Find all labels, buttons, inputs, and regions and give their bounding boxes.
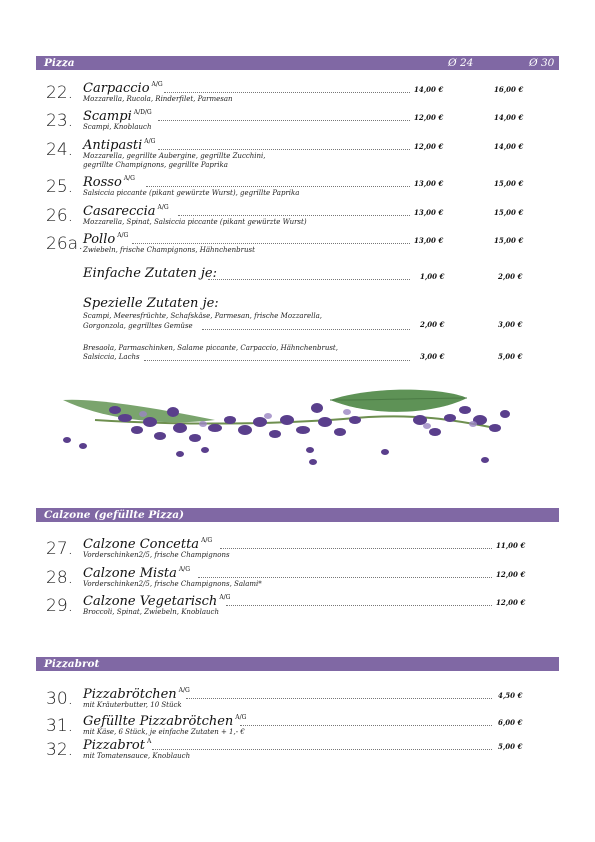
price-24: 13,00 €: [414, 179, 444, 188]
price-24: 13,00 €: [414, 236, 444, 245]
item-description: Broccoli, Spinat, Zwiebeln, Knoblauch: [83, 608, 219, 616]
price: 6,00 €: [498, 718, 523, 727]
leader-dots: [152, 749, 492, 750]
item-description: Zwiebeln, frische Champignons, Hähnchenbrust: [83, 246, 255, 254]
item-name: Carpaccio $^{A/G}$: [83, 81, 163, 96]
item-name: Casareccia $^{A/G}$: [83, 204, 169, 219]
calzone-section-title: Calzone (gefüllte Pizza): [44, 509, 184, 521]
allergen-code: A: [146, 738, 152, 745]
item-name: Calzone Concetta $^{A/G}$: [83, 537, 213, 552]
special-toppings-label: Spezielle Zutaten je:: [83, 296, 219, 311]
item-number: 26a.: [46, 234, 84, 254]
item-description: Mozzarella, Rucola, Rinderfilet, Parmesan: [83, 95, 233, 103]
leader-dots: [178, 215, 410, 216]
allergen-code: A/D/G: [133, 109, 152, 116]
item-name: Pizzabrot $^A$: [83, 738, 152, 753]
price-30: 3,00 €: [498, 320, 523, 329]
allergen-code: A/G: [144, 138, 156, 145]
leader-dots: [198, 577, 492, 578]
item-description: Mozzarella, Spinat, Salsiccia piccante (pikant gewürzte Wurst): [83, 218, 307, 226]
allergen-code: A/G: [117, 232, 129, 239]
leader-dots: [158, 120, 410, 121]
leader-dots: [240, 725, 492, 726]
leader-dots: [132, 243, 410, 244]
special-group-2-line-2: Salsiccia, Lachs: [83, 353, 140, 361]
leader-dots: [208, 279, 410, 280]
item-description: Salsiccia piccante (pikant gewürzte Wurst), gegrillte Paprika: [83, 189, 300, 197]
item-description: Vorderschinken2/5, frische Champignons: [83, 551, 230, 559]
item-number: 30.: [46, 689, 74, 709]
pizza-section-title: Pizza: [44, 57, 75, 69]
item-description: mit Tomatensauce, Knoblauch: [83, 752, 191, 760]
item-name: Antipasti $^{A/G}$: [83, 138, 156, 153]
item-number: 22.: [46, 83, 74, 103]
item-number: 25.: [46, 177, 74, 197]
price-24: 1,00 €: [420, 272, 445, 281]
allergen-code: A/G: [219, 594, 231, 601]
price-24: 12,00 €: [414, 113, 444, 122]
price-30: 15,00 €: [494, 179, 524, 188]
leader-dots: [158, 149, 410, 150]
size-30-header: Ø 30: [529, 57, 555, 69]
price-30: 15,00 €: [494, 208, 524, 217]
item-name: Pizzabrötchen $^{A/G}$: [83, 687, 190, 702]
allergen-code: A/G: [123, 175, 135, 182]
leader-dots: [202, 329, 410, 330]
pizzabrot-section-title: Pizzabrot: [44, 658, 100, 670]
lavender-sprig-image: [55, 380, 525, 475]
item-description-line-2: gegrillte Champignons, gegrillte Paprika: [83, 161, 228, 169]
price-24: 2,00 €: [420, 320, 445, 329]
size-24-header: Ø 24: [448, 57, 474, 69]
price-30: 14,00 €: [494, 142, 524, 151]
allergen-code: A/G: [178, 566, 190, 573]
price: 5,00 €: [498, 742, 523, 751]
price: 12,00 €: [496, 570, 526, 579]
price-24: 14,00 €: [414, 85, 444, 94]
price-30: 2,00 €: [498, 272, 523, 281]
item-name: Calzone Vegetarisch $^{A/G}$: [83, 594, 231, 609]
price-30: 16,00 €: [494, 85, 524, 94]
pizzabrot-section-header: [36, 657, 559, 671]
item-description: Mozzarella, gegrillte Aubergine, gegrillte Zucchini,: [83, 152, 266, 160]
allergen-code: A/G: [235, 714, 247, 721]
item-description: mit Käse, 6 Stück, je einfache Zutaten + 1,- €: [83, 728, 245, 736]
item-number: 26.: [46, 206, 74, 226]
item-name: Gefüllte Pizzabrötchen $^{A/G}$: [83, 714, 247, 729]
special-group-1-line-1: Scampi, Meeresfrüchte, Schafskäse, Parmesan, frische Mozzarella,: [83, 312, 322, 320]
item-number: 28.: [46, 568, 74, 588]
pizza-section-header: [36, 56, 559, 70]
sage-leaf-right: [330, 390, 467, 412]
price: 4,50 €: [498, 691, 523, 700]
leader-dots: [220, 548, 492, 549]
item-number: 23.: [46, 111, 74, 131]
item-number: 27.: [46, 539, 74, 559]
allergen-code: A/G: [157, 204, 169, 211]
item-name: Pollo $^{A/G}$: [83, 232, 129, 247]
item-description: Scampi, Knoblauch: [83, 123, 152, 131]
item-name: Calzone Mista $^{A/G}$: [83, 566, 190, 581]
leader-dots: [144, 360, 410, 361]
calzone-section-header: [36, 508, 559, 522]
price-30: 14,00 €: [494, 113, 524, 122]
leader-dots: [226, 605, 492, 606]
special-group-1-line-2: Gorgonzola, gegrilltes Gemüse: [83, 322, 193, 330]
price-30: 15,00 €: [494, 236, 524, 245]
item-number: 24.: [46, 140, 74, 160]
item-number: 29.: [46, 596, 74, 616]
allergen-code: A/G: [178, 687, 190, 694]
price: 12,00 €: [496, 598, 526, 607]
leader-dots: [186, 698, 492, 699]
item-name: Scampi $^{A/D/G}$: [83, 109, 152, 124]
simple-toppings-label: Einfache Zutaten je:: [83, 266, 217, 281]
leader-dots: [164, 92, 410, 93]
sage-leaf-left: [63, 400, 215, 422]
price-30: 5,00 €: [498, 352, 523, 361]
price-24: 13,00 €: [414, 208, 444, 217]
item-description: Vorderschinken2/5, frische Champignons, Salami*: [83, 580, 262, 588]
item-number: 32.: [46, 740, 74, 760]
item-description: mit Kräuterbutter, 10 Stück: [83, 701, 182, 709]
allergen-code: A/G: [151, 81, 163, 88]
price: 11,00 €: [496, 541, 526, 550]
price-24: 3,00 €: [420, 352, 445, 361]
allergen-code: A/G: [201, 537, 213, 544]
item-number: 31.: [46, 716, 74, 736]
item-name: Rosso $^{A/G}$: [83, 175, 135, 190]
price-24: 12,00 €: [414, 142, 444, 151]
special-group-2-line-1: Bresaola, Parmaschinken, Salame piccante, Carpaccio, Hähnchenbrust,: [83, 344, 338, 352]
leader-dots: [146, 186, 410, 187]
